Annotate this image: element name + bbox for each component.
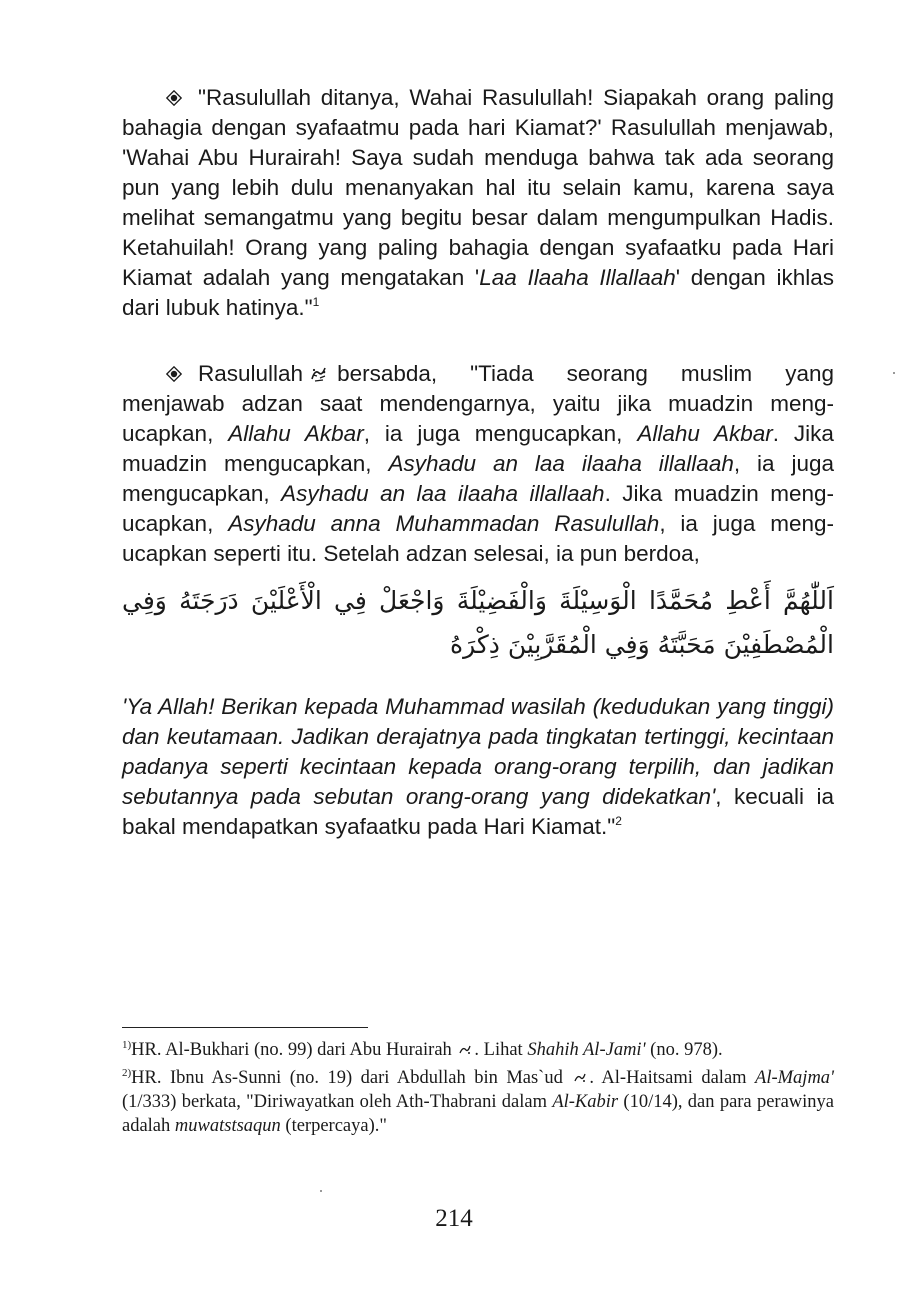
footnote-2-italic-c: muwatstsaqun <box>174 1116 281 1136</box>
arabic-prayer: اَللّٰهُمَّ أَعْطِ مُحَمَّدًا الْوَسِيْلَةَ وَالْفَضِيْلَةَ وَاجْعَلْ فِي الْأَعْلَيْنَ دَرَجَتَهُ وَفِي الْمُصْطَفِيْنَ مَحَبَّتَهُ وَفِي الْمُقَرَّبِيْنَ ذِكْرَهُ <box>122 586 834 659</box>
paragraph1-text-a: "Rasulullah ditanya, Wahai Rasulullah! Siapakah orang paling bahagia dengan syafaatmu pada hari Kiamat?' Rasulullah menjawab, 'Wahai Abu Hurairah! Saya sudah menduga bahwa tak ada seorang pun yang lebih dulu menanyakan hal itu selain kamu, karena saya melihat semangatmu yang begitu besar dalam mengumpulkan Hadis. Ketahuilah! Orang yang paling bahagia dengan syafaatku pada Hari Kiamat adalah yang mengatakan ' <box>122 85 834 290</box>
page-number: 214 <box>435 1205 473 1232</box>
scan-speck <box>893 372 895 374</box>
footnote-2-text-b: . Al-Haitsami dalam <box>589 1068 747 1088</box>
footnote-ref-1[interactable]: 1 <box>312 295 320 309</box>
footnote-2-italic-a: Al-Majma' <box>755 1068 835 1088</box>
paragraph2-t1: Rasulullah <box>198 361 304 386</box>
paragraph2-t6: . Jika muadzin meng-ucapkan, <box>122 481 834 536</box>
paragraph-bullet-icon <box>166 366 182 382</box>
paragraph1-italic: Laa Ilaaha Illallaah <box>479 265 676 290</box>
footnote-2-text-c: (1/333) berkata, "Diriwayatkan oleh Ath-Thabrani dalam <box>122 1092 547 1112</box>
footnote-divider <box>122 1027 368 1028</box>
scan-speck <box>320 1190 322 1192</box>
translation-italic: 'Ya Allah! Berikan kepada Muhammad wasilah (kedudukan yang tinggi) dan keutamaan. Jadikan derajatnya pada tingkatan tertinggi, kecintaan padanya seperti kecintaan kepada orang-orang terpilih, dan jadikan sebutannya pada sebutan orang-orang yang didekatkan' <box>122 694 834 809</box>
page-body <box>122 83 834 842</box>
paragraph2-i2: Allahu Akbar <box>637 421 773 446</box>
paragraph-adzan <box>122 359 834 569</box>
paragraph2-i4: Asyhadu an laa ilaaha illallaah <box>281 481 605 506</box>
paragraph2-t2: bersabda, "Tiada seorang muslim yang menjawab adzan saat mendengarnya, yaitu jika muadzin meng-ucapkan, <box>122 361 834 446</box>
paragraph2-t3: , ia juga mengucapkan, <box>363 421 623 446</box>
footnote-1-italic: Shahih Al-Jami' <box>527 1040 646 1060</box>
footnote-1-text-c: (no. 978). <box>650 1040 723 1060</box>
radhiyallahu-symbol-icon <box>573 1071 587 1085</box>
paragraph2-i3: Asyhadu an laa ilaaha illallaah <box>388 451 734 476</box>
footnote-2-italic-b: Al-Kabir <box>552 1092 619 1112</box>
paragraph-bullet-icon <box>166 90 182 106</box>
footnote-1-text-b: . Lihat <box>474 1040 523 1060</box>
paragraph2-t7: , ia juga meng-ucapkan seperti itu. Setelah adzan selesai, ia pun berdoa, <box>122 511 834 566</box>
paragraph2-t5: , ia juga mengucapkan, <box>122 451 834 506</box>
radhiyallahu-symbol-icon <box>458 1043 472 1057</box>
footnote-1 <box>122 1038 834 1062</box>
footnote-2-text-e: (terpercaya)." <box>285 1116 387 1136</box>
footnote-ref-2[interactable]: 2 <box>615 814 622 828</box>
paragraph2-t4: . Jika muadzin mengucapkan, <box>122 421 834 476</box>
translation-plain: , kecuali ia bakal mendapatkan syafaatku pada Hari Kiamat." <box>122 784 834 839</box>
footnote-2-text-a: HR. Ibnu As-Sunni (no. 19) dari Abdullah bin Mas`ud <box>131 1068 563 1088</box>
paragraph1-text-b: ' dengan ikhlas dari lubuk hatinya." <box>122 265 834 320</box>
footnote-1-text-a: HR. Al-Bukhari (no. 99) dari Abu Hurairah <box>131 1040 452 1060</box>
footnote-2-text-d: (10/14), dan para perawinya adalah <box>122 1092 834 1136</box>
footnote-1-number: 1) <box>122 1039 132 1051</box>
paragraph-abu-hurairah <box>122 83 834 323</box>
footnote-2-number: 2) <box>122 1067 132 1079</box>
prayer-translation <box>122 692 834 842</box>
salawat-symbol-icon <box>309 364 329 384</box>
paragraph2-i5: Asyhadu anna Muhammadan Rasulullah <box>228 511 660 536</box>
footnotes <box>122 1034 834 1138</box>
paragraph2-i1: Allahu Akbar <box>228 421 364 446</box>
footnote-2 <box>122 1066 834 1138</box>
